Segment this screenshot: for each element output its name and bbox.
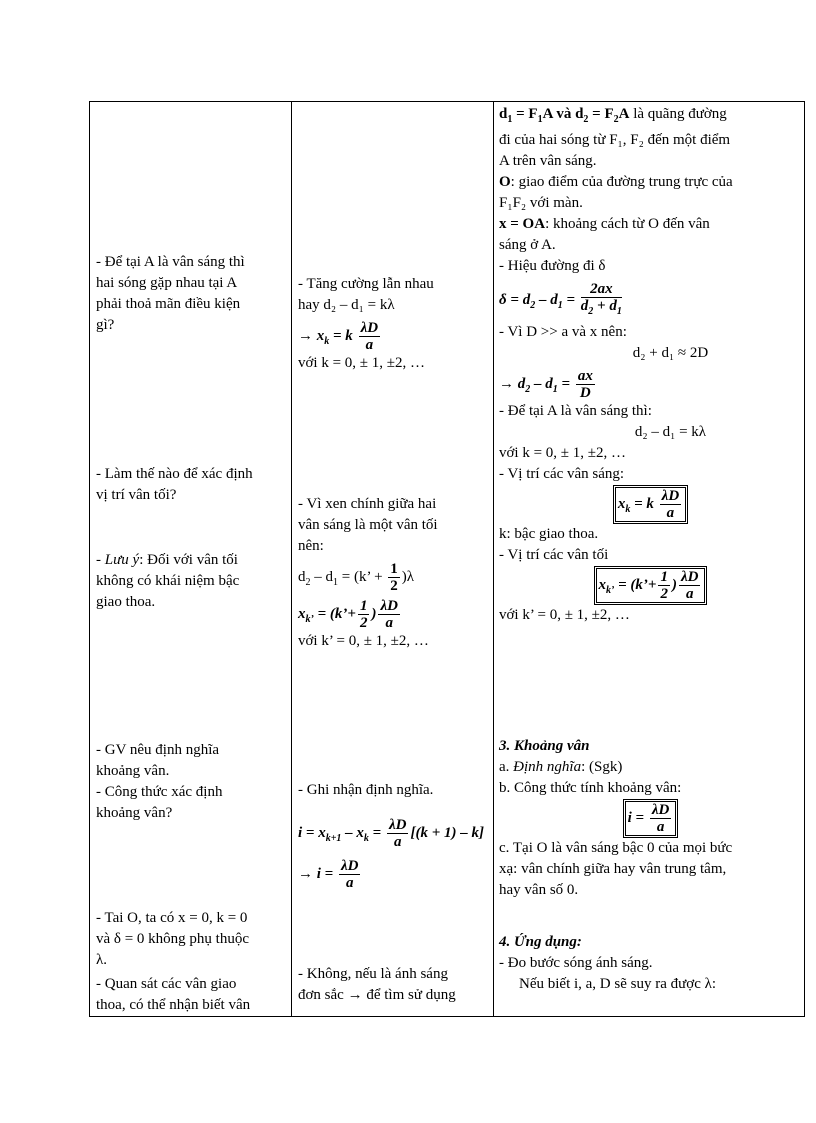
note-dark-fringe: - Lưu ý: Đối với vân tối không có khái niệm bậc giao thoa. <box>96 552 240 610</box>
question-bright-fringe: - Để tại A là vân sáng thì hai sóng gặp nhau tại A phải thoả mãn điều kiện gì? <box>96 254 245 333</box>
boxed-formula-xk2: $x_{k’}$ = (k’+ $\frac{1}{2}$ ) $\frac{\lambda D}{a}$ <box>499 566 802 605</box>
formula-xk: → $x_k = k$ $\frac{\lambda D}{a}$ <box>298 320 379 353</box>
formula-d2-d1: → $d_2 - d_1$ = $\frac{ax}{D}$ <box>499 368 593 401</box>
section-fringe-spacing: 3. Khoảng vân a. Định nghĩa: (Sgk) b. Công thức tính khoảng vân: i = $\frac{\lambda D}{a}$ c. Tại O là vân sáng bậc 0 của mọi bức xạ: vân chính giữa hay vân trung tâm, hay vân số 0. <box>499 736 802 901</box>
section-heading: 3. Khoảng vân <box>499 738 590 754</box>
formula-xk2: $x_{k’}$ = (k’+ $\frac{1}{2}$ ) $\frac{\lambda D}{a}$ <box>298 598 398 631</box>
student-column <box>292 102 493 1016</box>
answer-bright-fringe: - Tăng cường lẫn nhau hay d₂ – d₁ = kλ → $x_k = k$ $\frac{\lambda D}{a}$ với k = 0, ± 1, ±2, … <box>298 274 487 374</box>
section-heading: 4. Ứng dụng: <box>499 934 582 950</box>
section-applications: 4. Ứng dụng: - Đo bước sóng ánh sáng. Nếu biết i, a, D sẽ suy ra được λ: <box>499 932 802 995</box>
lesson-table <box>89 101 805 1017</box>
question-fringe-spacing: - GV nêu định nghĩa khoảng vân. - Công thức xác định khoảng vân? <box>96 742 223 821</box>
question-dark-fringe: - Làm thế nào để xác định vị trí vân tối? <box>96 466 253 503</box>
boxed-formula-i: i = $\frac{\lambda D}{a}$ <box>499 799 802 838</box>
teacher-column <box>90 102 292 1016</box>
formula-dark-condition: $d_2 - d_1 = (k$’ + $\frac{1}{2}$ )λ <box>298 561 415 594</box>
answer-dark-fringe: - Vì xen chính giữa hai vân sáng là một vân tối nên: $d_2 - d_1 = (k$’ + $\frac{1}{2}$ )λ $x_{k’}$ = (k’+ $\frac{1}{2}$ ) $\frac{\lambda D}{a}$ với k’ = 0, ± 1, ±2, … <box>298 494 487 652</box>
answer-observe: - Không, nếu là ánh sáng đơn sắc → để tìm sử dụng <box>298 966 456 1003</box>
formula-delta: $\delta = d_2 - d_1$ = $\frac{2ax}{d_2 + d_1}$ <box>499 281 622 317</box>
note-center-fringe: - Tai O, ta có x = 0, k = 0 và δ = 0 không phụ thuộc λ. <box>96 910 250 968</box>
boxed-formula-xk: $x_k = k$ $\frac{\lambda D}{a}$ <box>499 485 802 524</box>
formula-i: → i = $\frac{\lambda D}{a}$ <box>298 858 359 891</box>
question-observe: - Quan sát các vân giao thoa, có thể nhận biết vân <box>96 976 251 1013</box>
formula-i-derivation: $i = x_{k+1} - x_k$ = $\frac{\lambda D}{a}$ [(k + 1) – k] <box>298 817 485 850</box>
answer-definition: - Ghi nhận định nghĩa. $i = x_{k+1} - x_k$ = $\frac{\lambda D}{a}$ [(k + 1) – k] → i = $\frac{\lambda D}{a}$ <box>298 780 487 891</box>
content-definitions: $d_1 = F_1A$ và $d_2 = F_2A$ là quãng đường đi của hai sóng từ F₁, F₂ đến một điểm A trên vân sáng. O: giao điểm của đường trung trực của F₁F₂ với màn. x = OA: khoảng cách từ O đến vân sáng ở A. - Hiệu đường đi δ $\delta = d_2 - d_1$ = $\frac{2ax}{d_2 + d_1}$ - Vì D >> a và x nên: d₂ + d₁ ≈ 2D → $d_2 - d_1$ = $\frac{ax}{D}$ - Để tại A là vân sáng thì: d₂ – d₁ = kλ với k = 0, ± 1, ±2, … - Vị trí các vân sáng: $x_k = k$ $\frac{\lambda D}{a}$ k: bậc giao thoa. - Vị trí các vân tối $x_{k’}$ = (k’+ $\frac{1}{2}$ ) $\frac{\lambda D}{a}$ với k’ = 0, ± 1, ±2, … <box>499 104 802 626</box>
content-column <box>493 102 806 1016</box>
